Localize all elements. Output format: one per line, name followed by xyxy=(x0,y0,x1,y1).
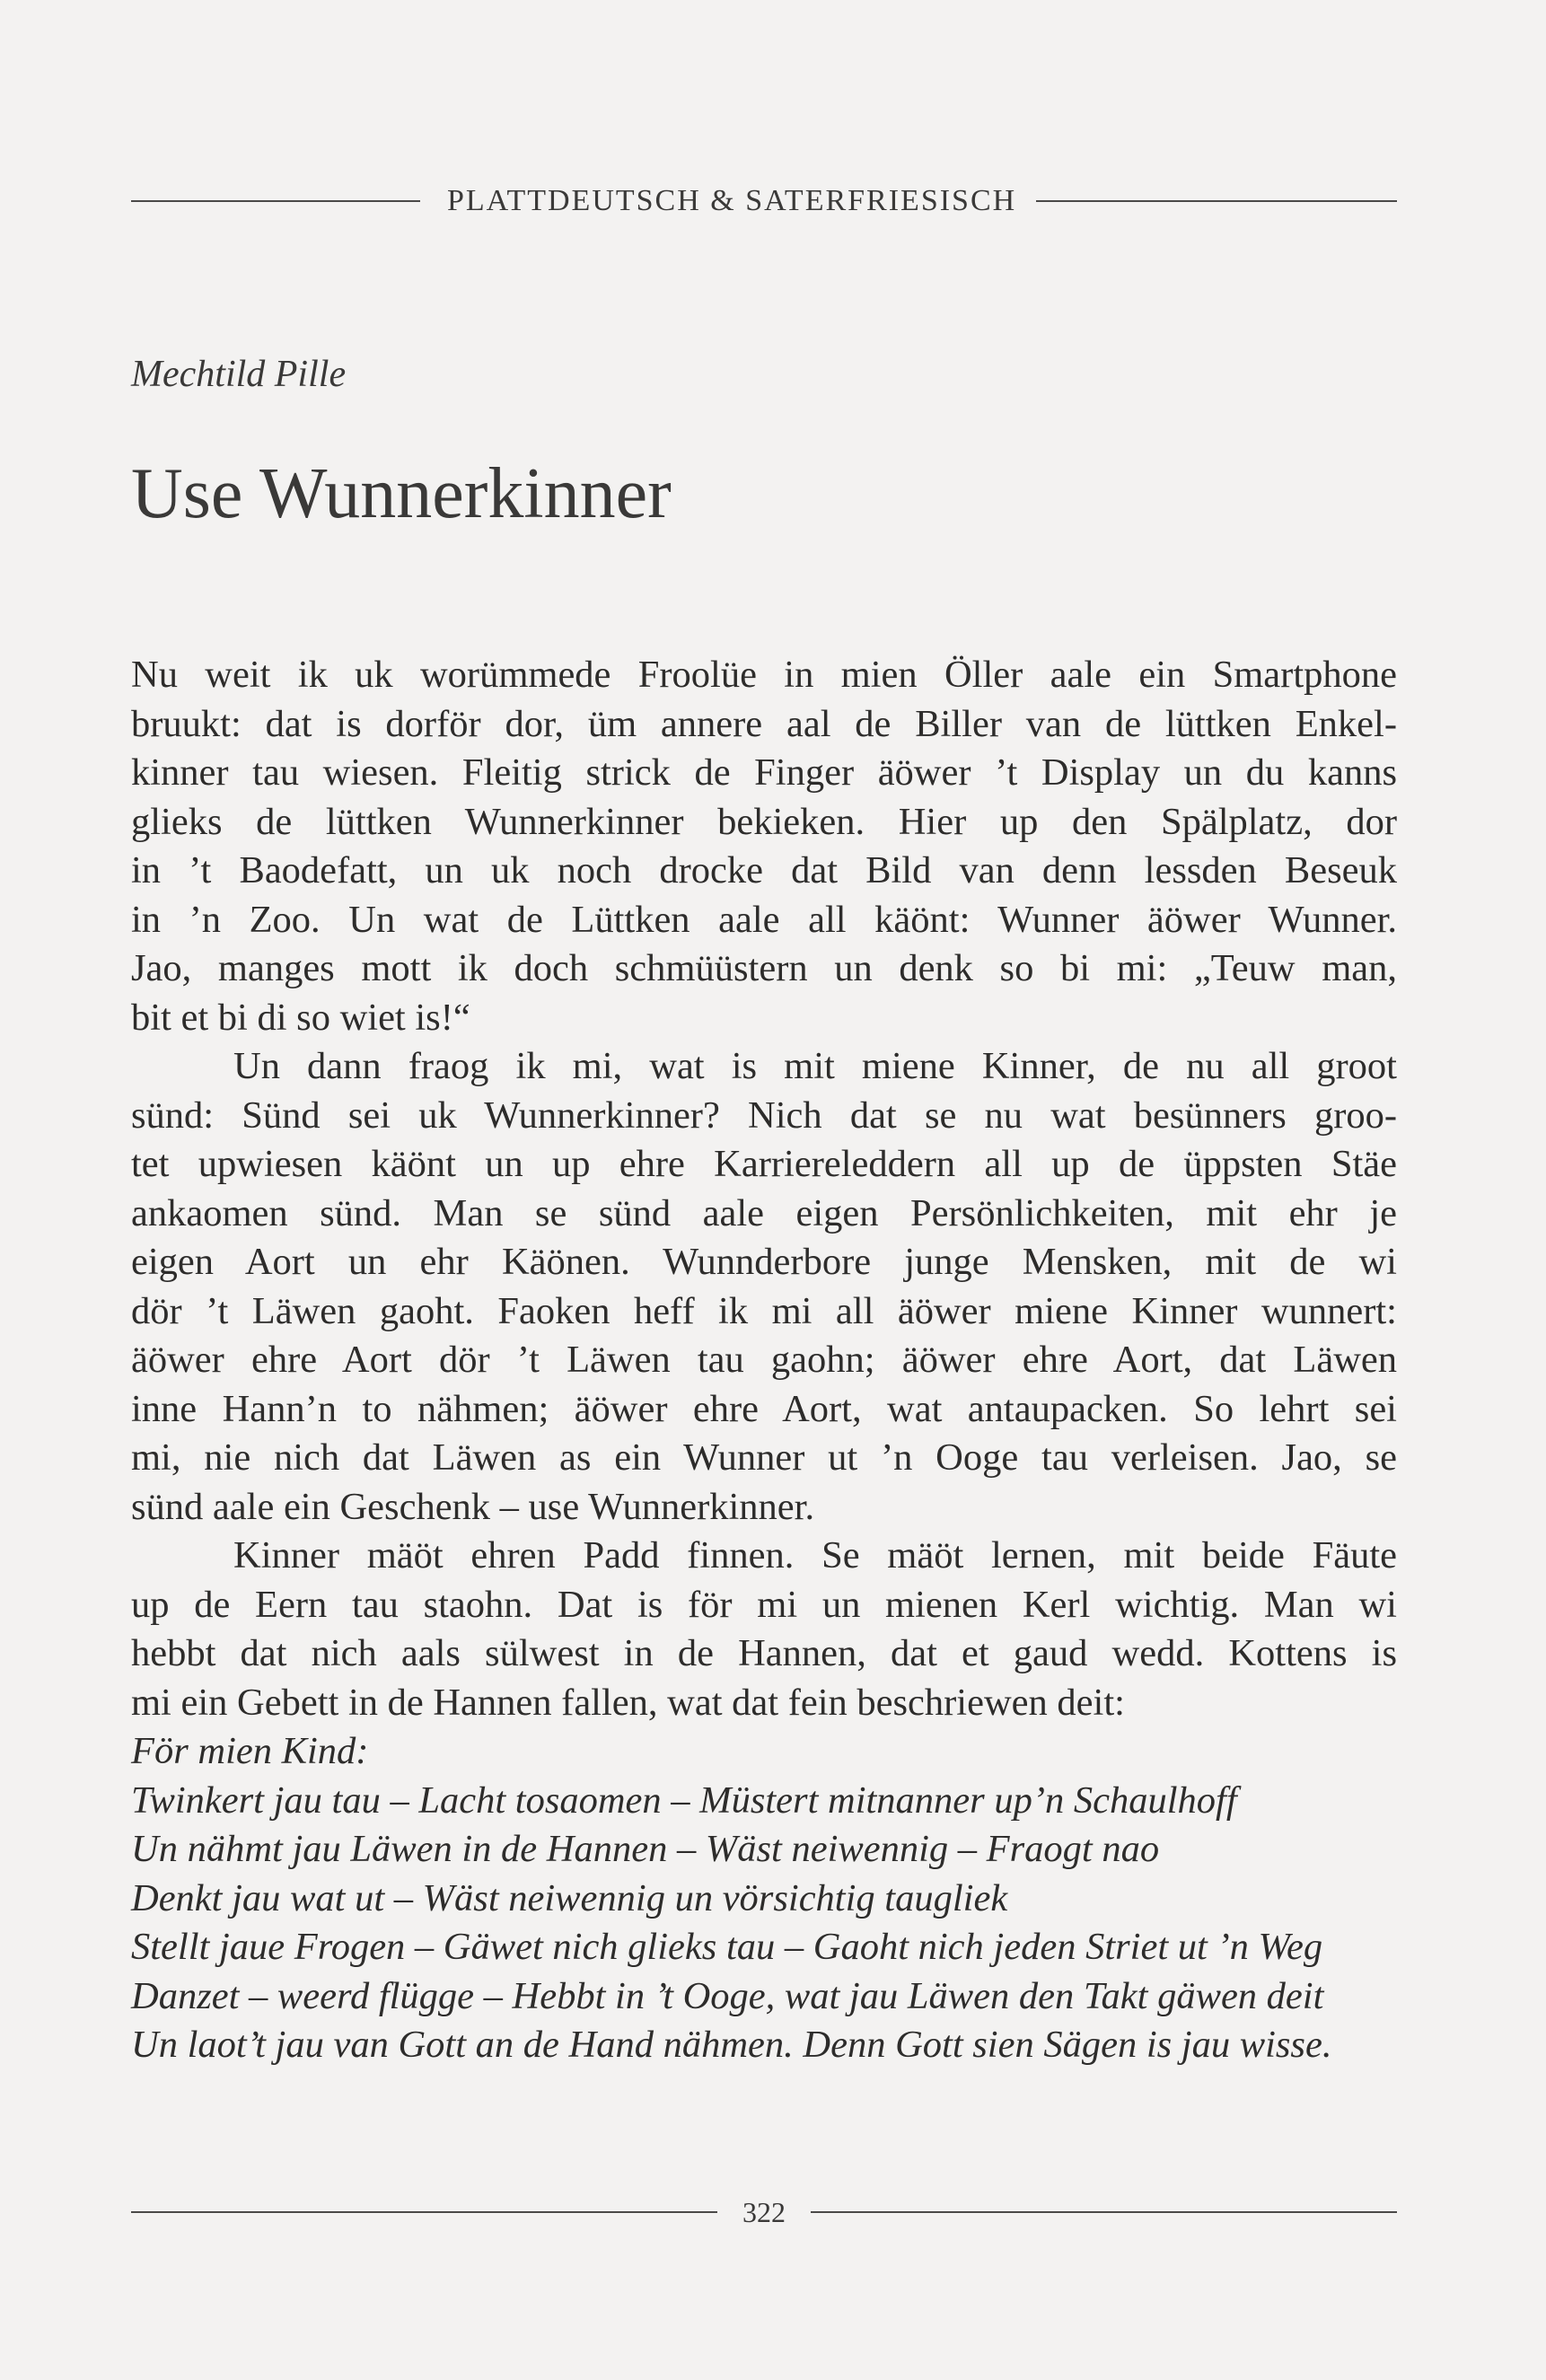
text-line: sünd: Sünd sei uk Wunnerkinner? Nich dat se nu wat besünners groo- xyxy=(131,1093,1397,1137)
prayer-line: Denkt jau wat ut – Wäst neiwennig un vörsichtig taugliek xyxy=(131,1876,1008,1919)
prayer-heading: För mien Kind: xyxy=(131,1730,369,1772)
prayer-line: Danzet – weerd flügge – Hebbt in ’t Ooge, wat jau Läwen den Takt gäwen deit xyxy=(131,1974,1324,2017)
text-line: in ’n Zoo. Un wat de Lüttken aale all käönt: Wunner äöwer Wunner. xyxy=(131,898,1397,941)
article-title: Use Wunnerkinner xyxy=(131,454,672,533)
text-line: glieks de lüttken Wunnerkinner bekieken. Hier up den Spälplatz, dor xyxy=(131,800,1397,843)
section-title: PLATTDEUTSCH & SATERFRIESISCH xyxy=(447,184,1017,217)
text-line: Nu weit ik uk worümmede Froolüe in mien Öller aale ein Smartphone xyxy=(131,654,1397,696)
text-line: eigen Aort un ehr Käönen. Wunnderbore junge Mensken, mit de wi xyxy=(131,1241,1397,1283)
text-line: mi, nie nich dat Läwen as ein Wunner ut ’n Ooge tau verleisen. Jao, se xyxy=(131,1436,1397,1479)
article-body xyxy=(131,651,1397,2070)
text-line: ankaomen sünd. Man se sünd aale eigen Persönlichkeiten, mit ehr je xyxy=(131,1191,1397,1234)
text-line: äöwer ehre Aort dör ’t Läwen tau gaohn; äöwer ehre Aort, dat Läwen xyxy=(131,1339,1397,1381)
text-line: bruukt: dat is dorför dor, üm annere aal de Biller van de lüttken Enkel- xyxy=(131,702,1397,745)
text-line: kinner tau wiesen. Fleitig strick de Finger äöwer ’t Display un du kanns xyxy=(131,751,1397,794)
header-rule-left xyxy=(131,200,420,202)
text-line: up de Eern tau staohn. Dat is för mi un mienen Kerl wichtig. Man wi xyxy=(131,1583,1397,1626)
prayer-line: Un laot’t jau van Gott an de Hand nähmen. Denn Gott sien Sägen is jau wisse. xyxy=(131,2024,1332,2066)
author-name: Mechtild Pille xyxy=(131,354,347,395)
page-footer xyxy=(131,2192,1397,2232)
text-line: bit et bi di so wiet is!“ xyxy=(131,996,470,1039)
text-line: sünd aale ein Geschenk – use Wunnerkinner. xyxy=(131,1485,815,1528)
text-line: tet upwiesen käönt un up ehre Karriereleddern all up de üppsten Stäe xyxy=(131,1143,1397,1185)
running-header xyxy=(131,181,1397,221)
text-line: dör ’t Läwen gaoht. Faoken heff ik mi all äöwer miene Kinner wunnert: xyxy=(131,1289,1397,1332)
text-line: hebbt dat nich aals sülwest in de Hannen, dat et gaud wedd. Kottens is xyxy=(131,1632,1397,1674)
header-rule-right xyxy=(1036,200,1397,202)
prayer-line: Twinkert jau tau – Lacht tosaomen – Müstert mitnanner up’n Schaulhoff xyxy=(131,1778,1237,1822)
page-number: 322 xyxy=(742,2196,786,2228)
text-line: Un dann fraog ik mi, wat is mit miene Kinner, de nu all groot xyxy=(233,1045,1397,1087)
footer-rule-left xyxy=(131,2211,717,2213)
text-line: in ’t Baodefatt, un uk noch drocke dat Bild van denn lessden Beseuk xyxy=(131,849,1397,891)
text-line: Jao, manges mott ik doch schmüüstern un denk so bi mi: „Teuw man, xyxy=(131,947,1397,989)
footer-rule-right xyxy=(811,2211,1397,2213)
text-line: mi ein Gebett in de Hannen fallen, wat dat fein beschriewen deit: xyxy=(131,1681,1125,1724)
prayer-line: Un nähmt jau Läwen in de Hannen – Wäst neiwennig – Fraogt nao xyxy=(131,1828,1160,1870)
prayer-line: Stellt jaue Frogen – Gäwet nich glieks tau – Gaoht nich jeden Striet ut ’n Weg xyxy=(131,1926,1323,1968)
text-line: Kinner mäöt ehren Padd finnen. Se mäöt lernen, mit beide Fäute xyxy=(233,1534,1397,1576)
text-line: inne Hann’n to nähmen; äöwer ehre Aort, wat antaupacken. So lehrt sei xyxy=(131,1387,1397,1430)
